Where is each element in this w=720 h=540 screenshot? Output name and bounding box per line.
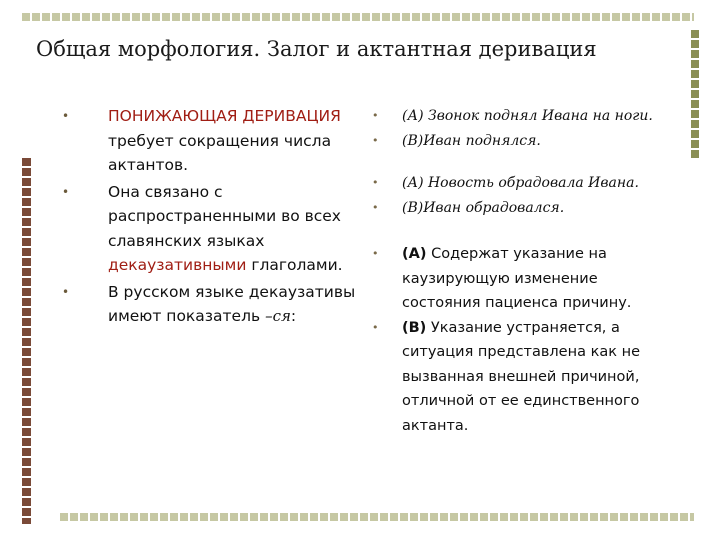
example-3-text: (А) Новость обрадовала Ивана. (402, 175, 639, 191)
left-bullet-3 (62, 280, 362, 329)
left-bullet-1 (62, 104, 362, 178)
explanation-a (372, 242, 672, 316)
left-border (22, 158, 31, 524)
right-border (691, 30, 699, 160)
explanation-b-label: (В) (402, 319, 427, 336)
left-bullet-2 (62, 180, 362, 278)
example-4 (372, 196, 672, 221)
term-lowering-derivation: ПОНИЖАЮЩАЯ ДЕРИВАЦИЯ (108, 107, 341, 125)
bullet-icon: • (372, 133, 379, 147)
bullet-icon: • (372, 247, 379, 260)
left-bullet-3-text: В русском языке декаузативы имеют показатель (108, 282, 356, 325)
bullet-icon: • (372, 200, 379, 214)
right-column (372, 104, 672, 438)
example-3 (372, 171, 672, 196)
explanation-a-label: (А) (402, 246, 427, 262)
explanation-a-text: Содержат указание на каузирующую изменение состояния пациенса причину. (402, 246, 632, 311)
example-2 (372, 129, 672, 154)
bullet-icon: • (372, 109, 379, 122)
left-column (62, 104, 362, 329)
explanation-b-text: Указание устраняется, а ситуация представлена как не вызванная внешней причиной, отличной от ее единственного актанта. (402, 319, 640, 434)
bottom-border (60, 513, 694, 521)
left-bullet-2-text-end: глаголами. (246, 256, 343, 274)
left-bullet-1-text: требует сокращения числа актантов. (108, 131, 332, 174)
explanation-b (372, 316, 672, 439)
bullet-icon: • (62, 284, 70, 299)
example-1-text: (А) Звонок поднял Ивана на ноги. (402, 108, 653, 124)
example-1 (372, 104, 672, 129)
left-bullet-3-text-end: : (290, 307, 297, 325)
bullet-icon: • (62, 184, 70, 199)
bullet-icon: • (372, 320, 379, 334)
left-bullet-2-text: Она связано с распространенными во всех славянских языках (108, 182, 341, 250)
reflexive-marker: –ся (265, 307, 291, 325)
example-2-text: (В)Иван поднялся. (402, 132, 541, 149)
slide-title: Общая морфология. Залог и актантная деривация (36, 37, 597, 61)
bullet-icon: • (372, 176, 379, 189)
term-decausative: декаузативными (108, 256, 247, 274)
example-4-text: (В)Иван обрадовался. (402, 199, 565, 216)
bullet-icon: • (62, 109, 70, 123)
top-border (22, 13, 694, 21)
